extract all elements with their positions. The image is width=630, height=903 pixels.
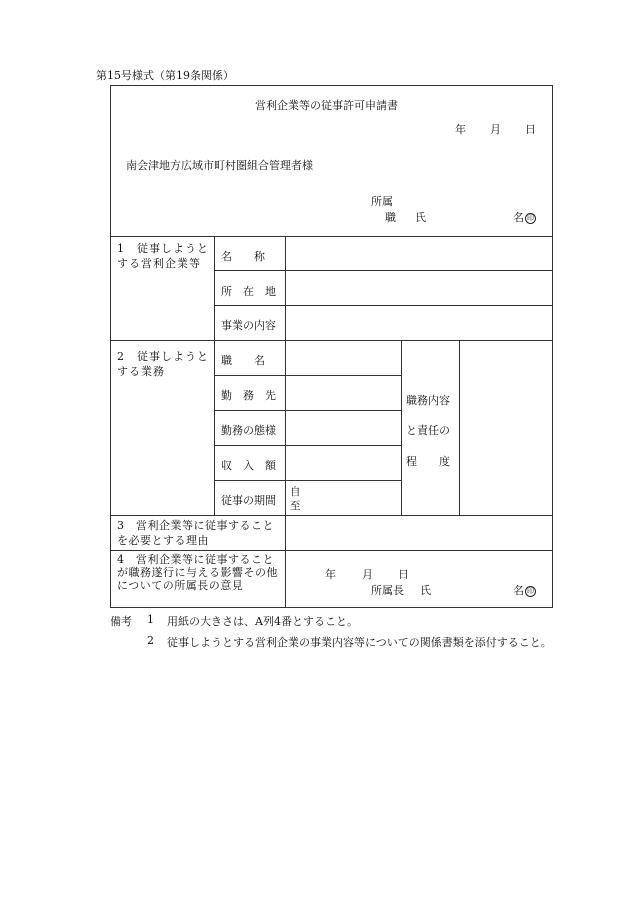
seal-icon: 印 — [527, 214, 534, 222]
separator-header — [110, 236, 553, 237]
s2-row-label-work-style: 勤務の態様 — [221, 424, 276, 437]
addressee: 南会津地方広域市町村圏組合管理者様 — [126, 159, 313, 172]
duty-label-line1: 職務内容 — [406, 394, 450, 407]
s1-col-divider-1 — [214, 236, 215, 340]
section3-label: 3 営利企業等に従事することを必要とする理由 — [117, 519, 274, 547]
s1-row-label-business: 事業の内容 — [221, 319, 276, 332]
name-suffix — [513, 209, 536, 225]
s4-seal-icon: 印 — [527, 587, 534, 595]
name-suffix-text: 名 — [513, 211, 524, 224]
frame-left — [110, 85, 111, 608]
s2-row-label-period: 従事の期間 — [221, 494, 276, 507]
note-1-number: 1 — [147, 613, 154, 626]
note-1-text: 用紙の大きさは、A列4番とすること。 — [167, 615, 358, 628]
period-to: 至 — [290, 500, 301, 512]
separator-section3 — [110, 550, 553, 551]
s4-col-divider — [285, 550, 286, 607]
section1-label: 1 従事しようとする営利企業等 — [117, 242, 209, 270]
s2-row-label-income: 収 入 額 — [221, 459, 276, 472]
form-number: 第15号様式（第19条関係） — [96, 69, 234, 82]
s2-col-divider-2 — [285, 340, 286, 515]
section2-label: 2 従事しようとする業務 — [117, 350, 209, 378]
s2-row-divider-4 — [214, 480, 401, 481]
frame-right — [552, 85, 553, 608]
separator-section1 — [110, 340, 553, 341]
s4-date-day: 日 — [398, 568, 409, 581]
notes-label: 備考 — [110, 615, 132, 628]
s1-col-divider-2 — [285, 236, 286, 340]
frame-top — [110, 85, 553, 86]
s1-row-label-name: 名 称 — [221, 250, 265, 263]
s4-head-label: 所属長 — [371, 584, 404, 597]
duty-label-line2: と責任の — [406, 424, 450, 437]
s1-row-divider-2 — [214, 305, 553, 306]
s2-col-divider-1 — [214, 340, 215, 515]
s4-date-year: 年 — [325, 568, 336, 581]
period-from: 自 — [290, 486, 301, 498]
s2-col-divider-3 — [401, 340, 402, 515]
s2-row-label-workplace: 勤 務 先 — [221, 389, 276, 402]
frame-bottom — [110, 607, 553, 608]
s2-row-divider-2 — [214, 410, 401, 411]
form-title: 営利企業等の従事許可申請書 — [255, 99, 398, 112]
s4-date-month: 月 — [362, 568, 373, 581]
header-date-day: 日 — [525, 123, 536, 136]
s2-row-label-title: 職 名 — [221, 354, 265, 367]
name-label: 氏 — [415, 211, 426, 224]
separator-section2 — [110, 515, 553, 516]
s1-row-label-address: 所 在 地 — [221, 285, 276, 298]
s1-row-divider-1 — [214, 270, 553, 271]
section4-label: 4 営利企業等に従事することが職務遂行に与える影響その他についての所属長の意見 — [117, 553, 278, 592]
s4-name-suffix-text: 名 — [513, 584, 524, 597]
duty-label-line3: 程 度 — [406, 455, 450, 468]
s3-col-divider — [285, 515, 286, 550]
s2-col-divider-4 — [459, 340, 460, 515]
header-date-year: 年 — [455, 123, 466, 136]
header-date-month: 月 — [490, 123, 501, 136]
s4-name-suffix — [513, 582, 536, 598]
s2-row-divider-1 — [214, 375, 401, 376]
s2-row-divider-3 — [214, 445, 401, 446]
s4-name-label: 氏 — [420, 584, 431, 597]
position-label: 職 — [385, 211, 396, 224]
note-2-text: 従事しようとする営利企業の事業内容等についての関係書類を添付すること。 — [167, 636, 552, 649]
affiliation-label: 所属 — [371, 195, 393, 208]
note-2-number: 2 — [147, 634, 154, 647]
